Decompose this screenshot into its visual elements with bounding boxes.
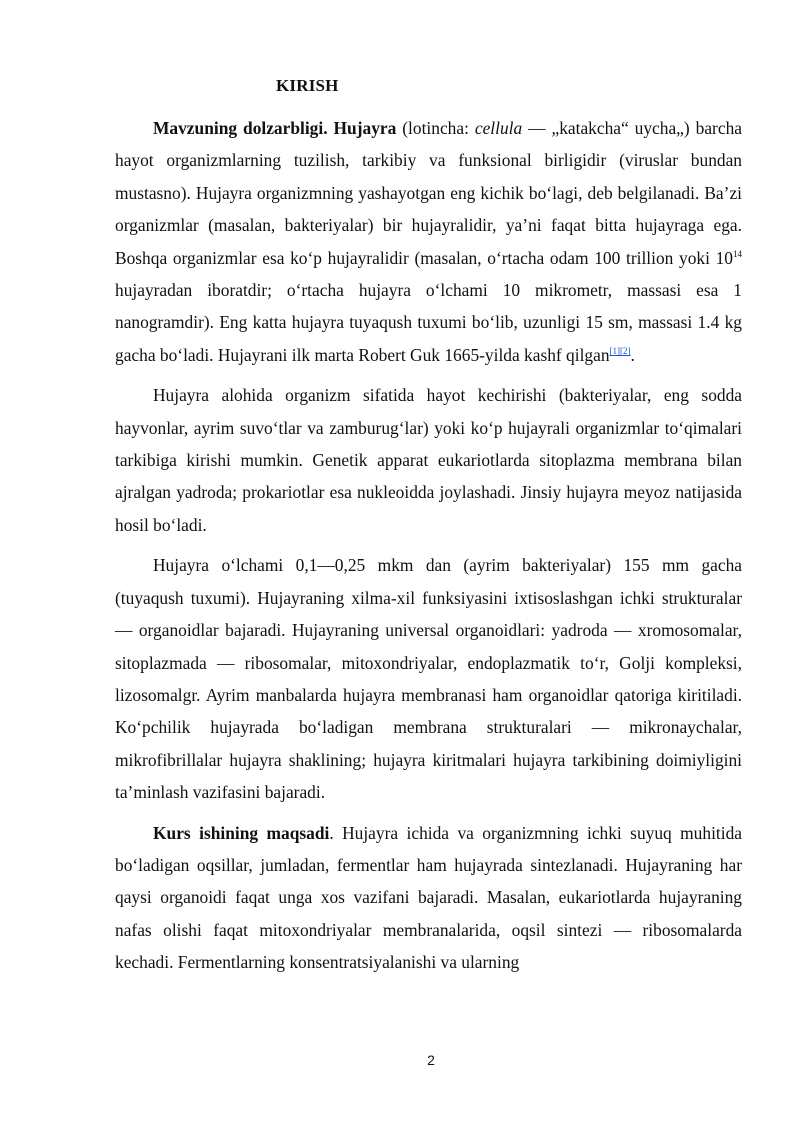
section-heading: KIRISH: [276, 76, 339, 95]
citation-link-2[interactable]: [2]: [620, 345, 631, 356]
paragraph-lead-bold: Kurs ishining maqsadi: [153, 822, 330, 843]
paragraph-text: — „katakcha“ uycha„) barcha hayot organizmlarning tuzilish, tarkibiy va funksional birligidir (viruslar bundan mustasno). Hujayra organizmning yashayotgan eng kichik boʻlagi, deb belgilanadi. Baʼzi organizmlar (masalan, bakteriyalar) bir hujayralidir, yaʼni faqat bitta hujayraga ega. Boshqa organizmlar esa koʻp hujayralidir (masalan, oʻrtacha odam 100 trillion yoki 10: [115, 118, 742, 268]
document-body: [115, 112, 742, 979]
latin-term: cellula: [474, 118, 523, 138]
paragraph-text: .: [630, 344, 635, 365]
paragraph-lead-bold: Mavzuning dolzarbligi. Hujayra: [153, 118, 397, 138]
paragraph-cell-size: Hujayra oʻlchami 0,1—0,25 mkm dan (ayrim bakteriyalar) 155 mm gacha (tuyaqush tuxumi). Hujayraning xilma-xil funksiyasini ixtisoslashgan ichki strukturalar — organoidlar bajaradi. Hujayraning universal organoidlari: yadroda — xromosomalar, sitoplazmada — ribosomalar, mitoxondriyalar, endoplazmatik toʻr, Golji kompleksi, lizosomalgr. Ayrim manbalarda hujayra membranasi ham organoidlar qatoriga kiritiladi. Koʻpchilik hujayrada boʻladigan membrana strukturalari — mikronaychalar, mikrofibrillalar hujayra shaklining; hujayra kiritmalari hujayra tarkibining doimiyligini taʼminlash vazifasini bajaradi.: [115, 555, 742, 803]
paragraph-course-goal: [115, 817, 742, 979]
paragraph-relevance: [115, 112, 742, 371]
paragraph-cell-organism: Hujayra alohida organizm sifatida hayot kechirishi (bakteriyalar, eng sodda hayvonlar, ayrim suvoʻtlar va zamburugʻlar) yoki koʻp hujayrali organizmlar toʻqimalari tarkibiga kirishi mumkin. Genetik apparat eukariotlarda sitoplazma membrana bilan ajralgan yadroda; prokariotlar esa nukleoidda joylashadi. Jinsiy hujayra meyoz natijasida hosil boʻladi.: [115, 385, 742, 535]
exponent: 14: [733, 248, 742, 259]
paragraph-text: hujayradan iboratdir; oʻrtacha hujayra oʻlchami 10 mikrometr, massasi esa 1 nanogramdir). Eng katta hujayra tuyaqush tuxumi boʻlib, uzunligi 15 sm, massasi 1.4 kg gacha boʻladi. Hujayrani ilk marta Robert Guk 1665-yilda kashf qilgan: [115, 280, 742, 365]
paragraph-text: . Hujayra ichida va organizmning ichki suyuq muhitida boʻladigan oqsillar, jumladan, fermentlar ham hujayrada sintezlanadi. Hujayraning har qaysi organoidi faqat unga xos vazifani bajaradi. Masalan, eukariotlarda hujayraning nafas olishi faqat mitoxondriyalar membranalarida, oqsil sintezi — ribosomalarda kechadi. Fermentlarning konsentratsiyalanishi va ularning: [115, 822, 742, 973]
paragraph-text: (lotincha:: [396, 118, 475, 138]
citation-link-1[interactable]: [1]: [609, 345, 621, 356]
page-number: 2: [427, 1052, 435, 1068]
